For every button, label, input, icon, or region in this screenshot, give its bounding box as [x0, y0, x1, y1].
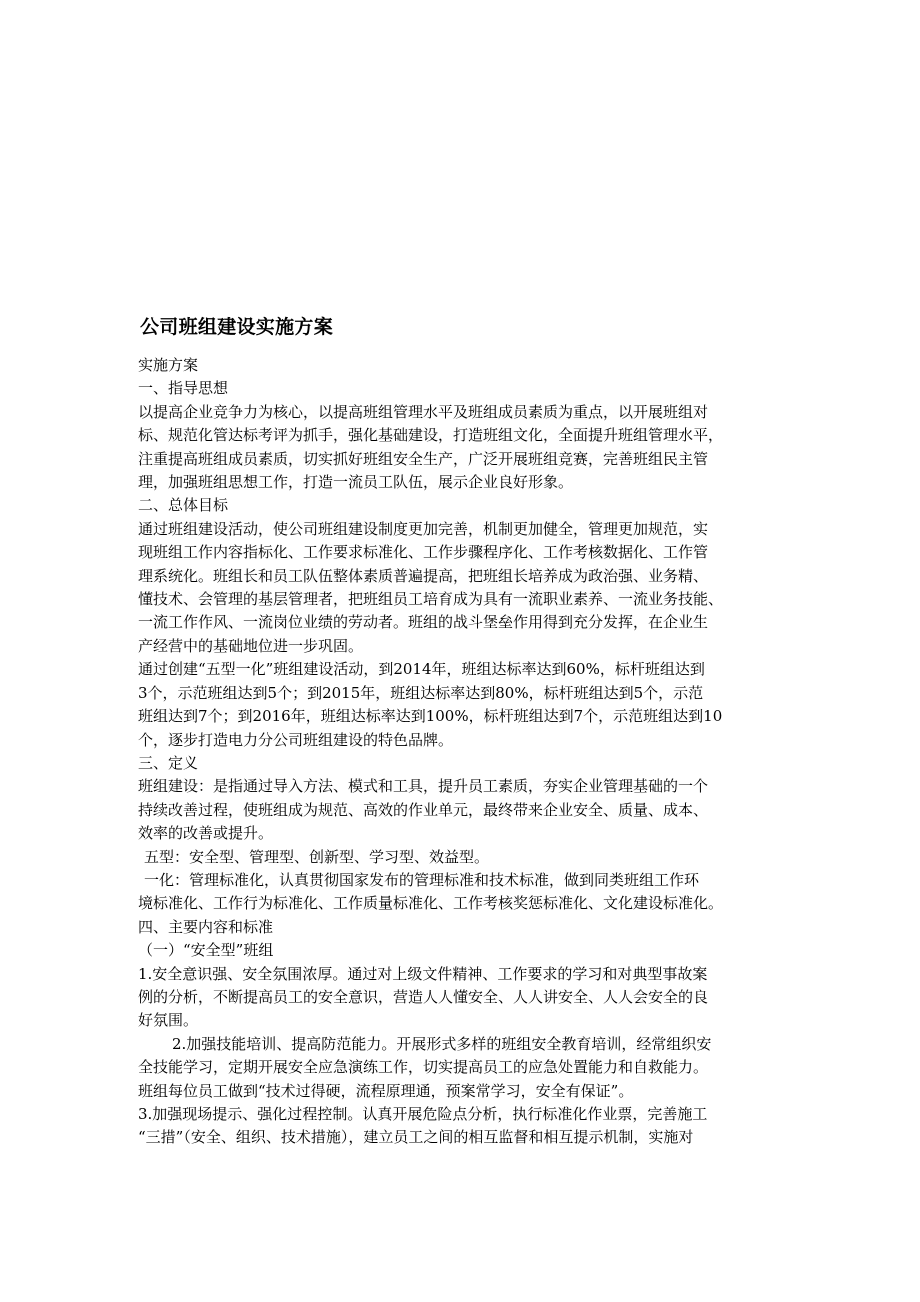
- text-line: 个，逐步打造电力分公司班组建设的特色品牌。: [138, 730, 454, 749]
- text-line: 一、指导思想: [138, 379, 229, 398]
- text-line: 效率的改善或提升。: [138, 824, 274, 843]
- text-line: 持续改善过程，使班组成为规范、高效的作业单元，最终带来企业安全、质量、成本、: [138, 800, 709, 819]
- text-line: 班组建设：是指通过导入方法、模式和工具，提升员工素质，夯实企业管理基础的一个: [138, 777, 709, 796]
- text-line: 理，加强班组思想工作，打造一流员工队伍，展示企业良好形象。: [138, 473, 574, 492]
- text-line: 2.加强技能培训、提高防范能力。开展形式多样的班组安全教育培训，经常组织安: [172, 1034, 712, 1053]
- text-line: 好氛围。: [138, 1011, 199, 1030]
- text-line: 班组达到7个；到2016年，班组达标率达到100%，标杆班组达到7个，示范班组达到10: [138, 707, 723, 726]
- text-line: 三、定义: [138, 753, 199, 772]
- text-line: 理系统化。班组长和员工队伍整体素质普遍提高，把班组长培养成为政治强、业务精、: [138, 566, 709, 585]
- text-line: 一化：管理标准化，认真贯彻国家发布的管理标准和技术标准，做到同类班组工作环: [144, 870, 700, 889]
- text-line: 实施方案: [138, 356, 199, 374]
- text-line: 注重提高班组成员素质，切实抓好班组安全生产，广泛开展班组竞赛，完善班组民主管: [138, 449, 709, 468]
- text-line: （一）“安全型”班组: [138, 941, 274, 960]
- text-line: 例的分析，不断提高员工的安全意识，营造人人懂安全、人人讲安全、人人会安全的良: [138, 987, 709, 1006]
- text-line: 现班组工作内容指标化、工作要求标准化、工作步骤程序化、工作考核数据化、工作管: [138, 543, 709, 562]
- text-line: 1.安全意识强、安全氛围浓厚。通过对上级文件精神、工作要求的学习和对典型事故案: [138, 964, 708, 983]
- document-body: [138, 354, 788, 1150]
- text-line: 标、规范化管达标考评为抓手，强化基础建设，打造班组文化，全面提升班组管理水平，: [138, 426, 724, 445]
- text-line: 通过班组建设活动，使公司班组建设制度更加完善，机制更加健全，管理更加规范，实: [138, 519, 709, 538]
- text-line: 班组每位员工做到“技术过得硬，流程原理通，预案常学习，安全有保证”。: [138, 1081, 634, 1100]
- text-line: 全技能学习，定期开展安全应急演练工作，切实提高员工的应急处置能力和自救能力。: [138, 1058, 709, 1077]
- text-line: 通过创建“五型一化”班组建设活动，到2014年，班组达标率达到60%，标杆班组达到: [138, 660, 705, 679]
- text-line: 3个，示范班组达到5个；到2015年，班组达标率达到80%，标杆班组达到5个，示范: [138, 683, 704, 702]
- text-line: 产经营中的基础地位进一步巩固。: [138, 636, 364, 655]
- document-title: 公司班组建设实施方案: [140, 316, 334, 338]
- text-line: 境标准化、工作行为标准化、工作质量标准化、工作考核奖惩标准化、文化建设标准化。: [138, 894, 724, 913]
- text-line: “三措”（安全、组织、技术措施），建立员工之间的相互监督和相互提示机制，实施对: [138, 1128, 694, 1147]
- document-page: [138, 312, 788, 1150]
- text-line: 3.加强现场提示、强化过程控制。认真开展危险点分析，执行标准化作业票，完善施工: [138, 1105, 708, 1123]
- text-line: 以提高企业竞争力为核心，以提高班组管理水平及班组成员素质为重点，以开展班组对: [138, 402, 709, 421]
- text-line: 四、主要内容和标准: [138, 917, 274, 936]
- text-line: 懂技术、会管理的基层管理者，把班组员工培育成为具有一流职业素养、一流业务技能、: [138, 590, 724, 609]
- text-line: 一流工作作风、一流岗位业绩的劳动者。班组的战斗堡垒作用得到充分发挥，在企业生: [138, 613, 709, 632]
- text-line: 二、总体目标: [138, 496, 229, 515]
- text-line: 五型：安全型、管理型、创新型、学习型、效益型。: [144, 847, 490, 866]
